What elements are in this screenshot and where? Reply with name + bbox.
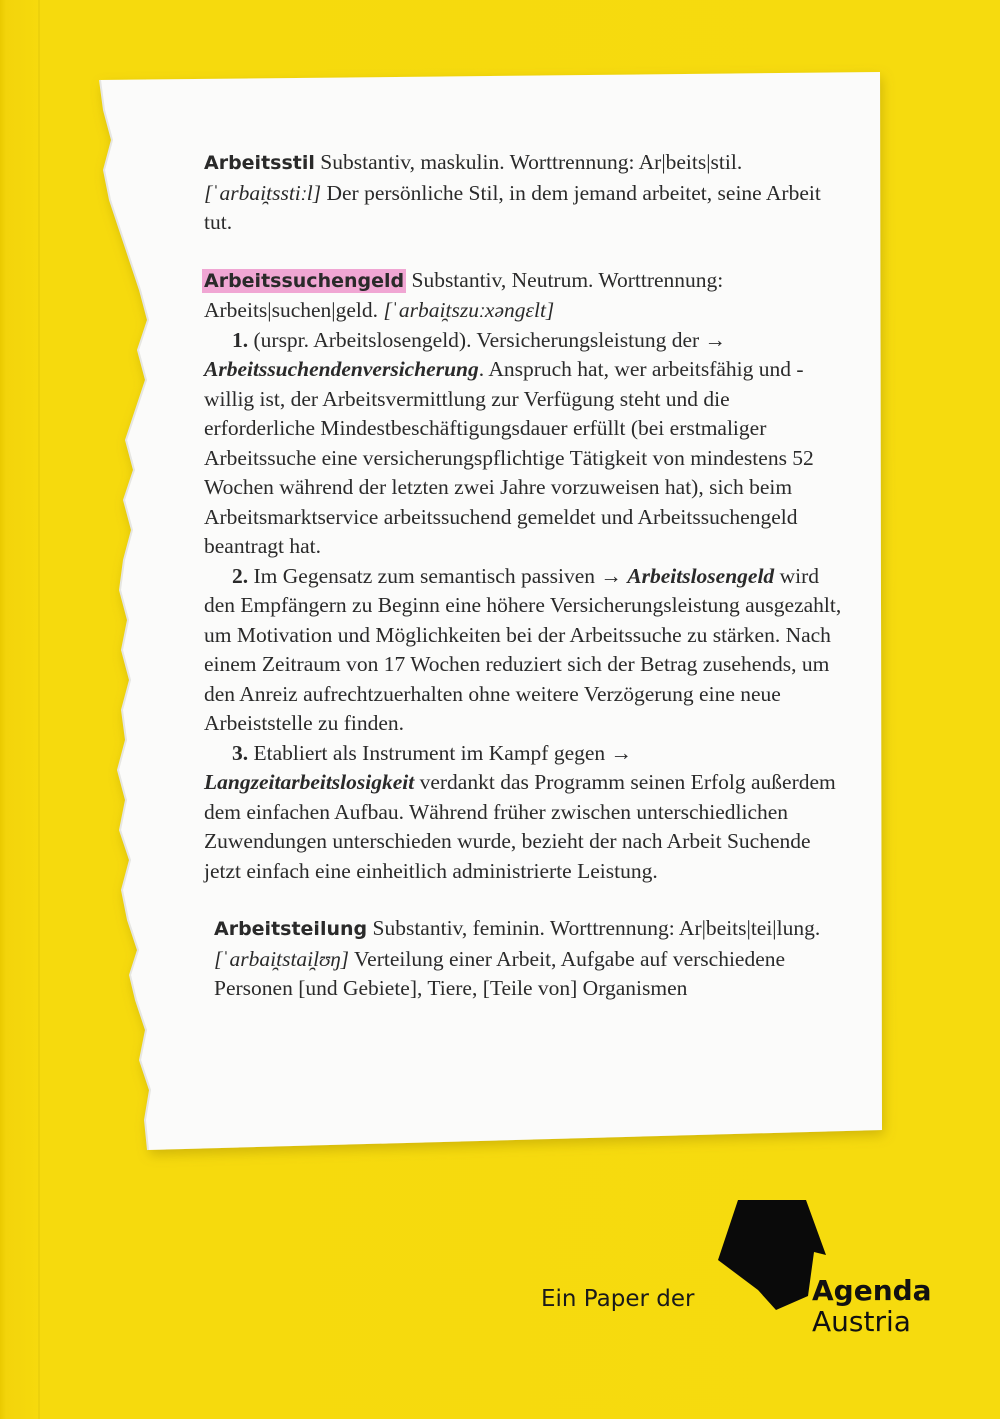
sense-text: verdankt das Programm seinen Erfolg außerdem dem einfachen Aufbau. Während früher zwischen unterschiedlichen Zuwendungen unterschieden wurde, bezieht der nach Arbeit Suchende jetzt einfach eine einheitlich administrierte Leistung.: [204, 770, 836, 883]
brand-line-austria: Austria: [812, 1305, 911, 1338]
sense-text: wird den Empfängern zu Beginn eine höhere Versicherungsleistung ausgezahlt, um Motivation und Möglichkeiten bei der Arbeitssuche zu stärken. Nach einem Zeitraum von 17 Wochen reduziert sich der Betrag zusehends, um den Anreiz aufrechtzuerhalten ohne weitere Verzögerung eine neue Arbeiststelle zu finden.: [204, 563, 842, 735]
headword: Arbeitsteilung: [214, 918, 368, 940]
sense-number: 2.: [232, 563, 249, 588]
pronunciation: [ˈarbai̯tszuːxəngɛlt]: [383, 298, 555, 322]
entry-arbeitssuchengeld: [204, 266, 844, 887]
cross-reference: Langzeitarbeitslosigkeit: [204, 770, 415, 794]
highlighted-headword: Arbeitssuchengeld: [204, 269, 405, 292]
sense-2: [204, 562, 844, 739]
pronunciation: [ˈarbai̯tstai̯lʊŋ]: [214, 946, 350, 971]
sense-3: [204, 739, 844, 887]
definition: Verteilung einer Arbeit, Aufgabe auf verschiedene Personen [und Gebiete], Tiere, [Teile von] Organismen: [214, 946, 786, 1000]
brand-line-agenda: Agenda: [812, 1274, 932, 1307]
sense-text: (urspr. Arbeitslosengeld). Versicherungsleistung der: [248, 327, 705, 352]
entry-arbeitsstil: [204, 148, 844, 238]
brand-wordmark: [812, 1275, 932, 1337]
sense-text: Etabliert als Instrument im Kampf gegen →: [248, 740, 633, 765]
entry-arbeitsteilung: [214, 914, 844, 1004]
pronunciation: [ˈarbai̯tsstiːl]: [204, 180, 322, 205]
sense-text: Im Gegensatz zum semantisch passiven →: [248, 563, 628, 588]
entry-meta: Substantiv, maskulin. Worttrennung: Ar|beits|stil.: [314, 150, 743, 174]
cross-reference: Arbeitslosengeld: [627, 563, 775, 588]
sense-number: 1.: [232, 327, 249, 352]
entry-meta: Substantiv, Neutrum. Worttrennung: Arbeits|suchen|geld.: [204, 267, 724, 322]
sense-number: 3.: [232, 740, 249, 765]
cross-reference: → Arbeitssuchendenversicherung: [204, 327, 727, 381]
dictionary-text: [204, 148, 844, 1004]
sense-1: [204, 326, 844, 562]
entry-meta: Substantiv, feminin. Worttrennung: Ar|beits|tei|lung.: [367, 916, 821, 940]
headword: Arbeitsstil: [204, 152, 315, 174]
definition: Der persönliche Stil, in dem jemand arbeitet, seine Arbeit tut.: [204, 180, 821, 234]
paper-by-label: Ein Paper der: [541, 1286, 695, 1312]
sense-text: . Anspruch hat, wer arbeitsfähig und -willig ist, der Arbeitsvermittlung zur Verfügung steht und die erforderliche Mindestbeschäftigungsdauer erfüllt (bei erstmaliger Arbeitssuche eine versicherungspflichtige Tätigkeit von mindestens 52 Wochen während der letzten zwei Jahre vorzuweisen hat), sich beim Arbeitsmarktservice arbeitssuchend gemeldet und Arbeitssuchengeld beantragt hat.: [204, 357, 814, 558]
